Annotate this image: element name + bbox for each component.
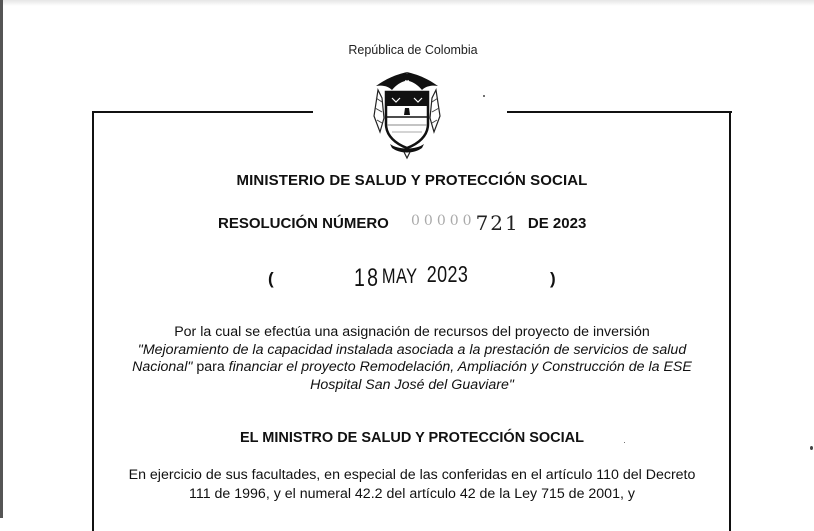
considering-line-1: En ejercicio de sus facultades, en especial de las conferidas en el artículo 110 del Decreto [128, 467, 696, 483]
document-frame-top-left [93, 111, 313, 113]
date-year: 2023 [426, 261, 469, 287]
ministry-title: MINISTERIO DE SALUD Y PROTECCIÓN SOCIAL [236, 172, 588, 189]
resolution-year: DE 2023 [527, 215, 587, 232]
resolution-label: RESOLUCIÓN NÚMERO [218, 215, 389, 232]
considering-line-2: 111 de 1996, y el numeral 42.2 del artículo 42 de la Ley 715 de 2001, y [189, 486, 635, 502]
date-paren-open: ( [268, 269, 274, 288]
country-heading: República de Colombia [348, 43, 478, 57]
viewer-top-shadow [0, 0, 814, 6]
colombia-coat-of-arms-icon [370, 68, 444, 160]
date-day: 18 [354, 264, 381, 292]
subject-line-3-normal: para [192, 359, 229, 375]
authority-heading: EL MINISTRO DE SALUD Y PROTECCIÓN SOCIAL [239, 430, 584, 446]
resolution-number-faded: 00000 [411, 213, 476, 229]
date-month: MAY [381, 265, 418, 288]
scan-speck [810, 446, 813, 450]
date-paren-close: ) [550, 269, 556, 288]
scan-speck [483, 95, 485, 97]
subject-line-1: Por la cual se efectúa una asignación de recursos del proyecto de inversión [174, 324, 650, 340]
resolution-number [411, 211, 520, 235]
subject-line-3 [96, 359, 728, 377]
resolution-number-value: 721 [475, 211, 520, 235]
subject-line-3-italic-a: Nacional" [132, 359, 193, 375]
subject-line-4: Hospital San José del Guaviare" [310, 376, 514, 393]
subject-line-3-italic-b: financiar el proyecto Remodelación, Ampliación y Construcción de la ESE [228, 359, 692, 375]
viewer-left-edge [0, 0, 3, 518]
document-frame-top-right [507, 111, 732, 113]
date-stamp [354, 261, 469, 293]
resolution-number-line [218, 209, 586, 233]
resolution-subject [96, 324, 728, 394]
scan-speck [624, 442, 625, 443]
considering-paragraph [96, 466, 728, 504]
subject-line-2: "Mejoramiento de la capacidad instalada asociada a la prestación de servicios de salud [137, 341, 687, 358]
